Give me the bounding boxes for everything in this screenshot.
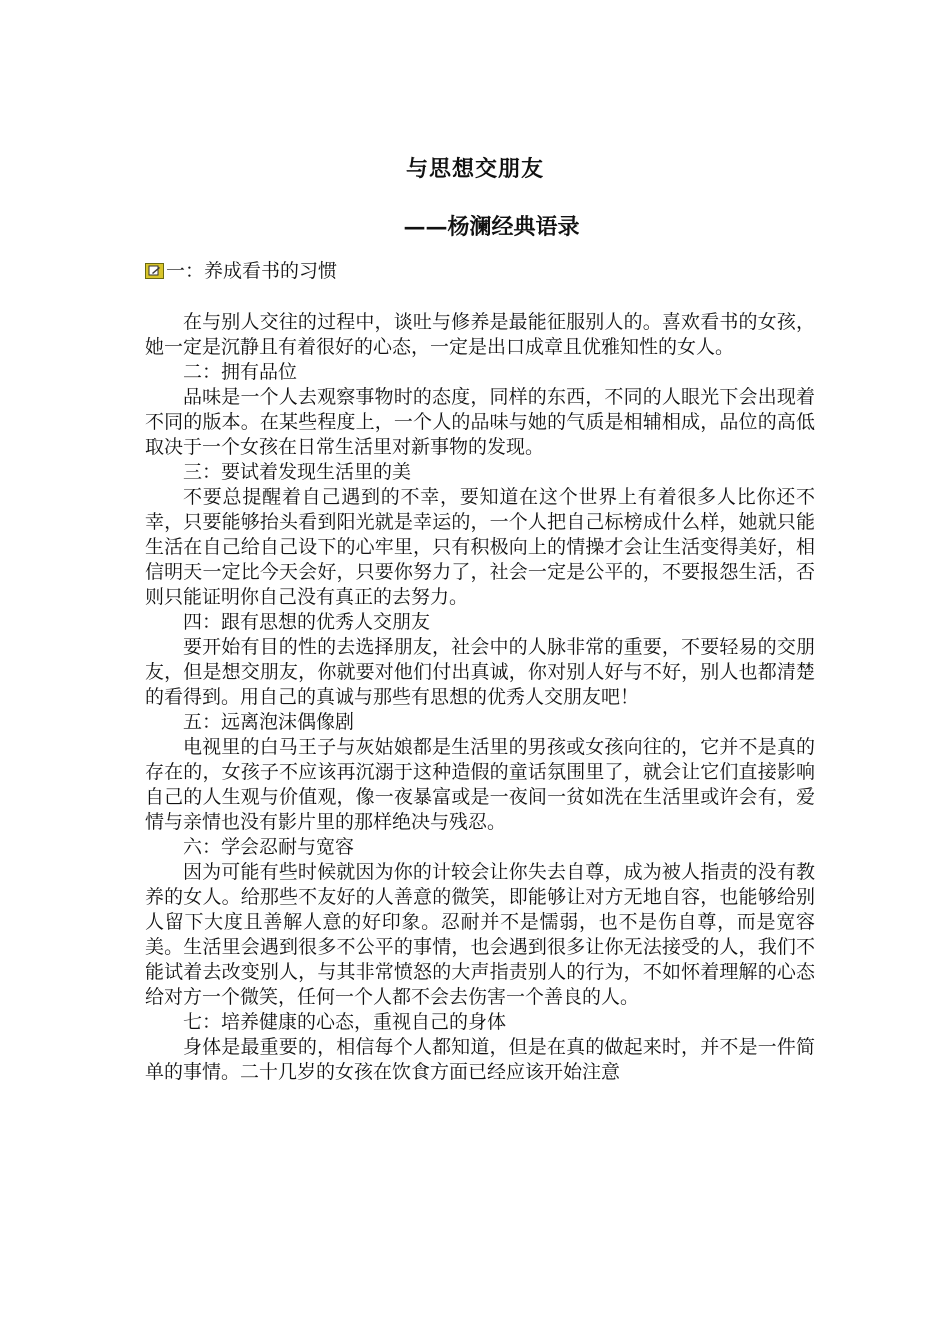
body-paragraph: 电视里的白马王子与灰姑娘都是生活里的男孩或女孩向往的，它并不是真的存在的，女孩子不应该再沉溺于这种造假的童话氛围里了，就会让它们直接影响自己的人生观与价值观，像一夜暴富或是一夜间一贫如洗在生活里或许会有，爱情与亲情也没有影片里的那样绝决与残忍。	[145, 736, 815, 833]
document-body	[145, 310, 815, 1085]
section-heading: 五：远离泡沫偶像剧	[183, 711, 355, 733]
section-heading: 七：培养健康的心态，重视自己的身体	[183, 1011, 507, 1033]
body-paragraph: 要开始有目的性的去选择朋友，社会中的人脉非常的重要，不要轻易的交朋友，但是想交朋友，你就要对他们付出真诚，你对别人好与不好，别人也都清楚的看得到。用自己的真诚与那些有思想的优秀人交朋友吧！	[145, 636, 815, 708]
body-paragraph: 品味是一个人去观察事物时的态度，同样的东西，不同的人眼光下会出现着不同的版本。在某些程度上，一个人的品味与她的气质是相辅相成，品位的高低取决于一个女孩在日常生活里对新事物的发现。	[145, 386, 815, 458]
body-paragraph: 因为可能有些时候就因为你的计较会让你失去自尊，成为被人指责的没有教养的女人。给那些不友好的人善意的微笑，即能够让对方无地自容，也能够给别人留下大度且善解人意的好印象。忍耐并不是懦弱，也不是伤自尊，而是宽容美。生活里会遇到很多不公平的事情，也会遇到很多让你无法接受的人，我们不能试着去改变别人，与其非常愤怒的大声指责别人的行为，不如怀着理解的心态给对方一个微笑，任何一个人都不会去伤害一个善良的人。	[145, 861, 815, 1008]
document-title: 与思想交朋友	[405, 156, 544, 182]
section-heading: 四：跟有思想的优秀人交朋友	[183, 611, 431, 633]
section-heading: 三：要试着发现生活里的美	[183, 461, 412, 483]
section-heading-1-text: 一：养成看书的习惯	[166, 260, 338, 282]
document-subtitle: ——杨澜经典语录	[403, 214, 580, 240]
body-paragraph: 不要总提醒着自己遇到的不幸，要知道在这个世界上有着很多人比你还不幸，只要能够抬头看到阳光就是幸运的，一个人把自己标榜成什么样，她就只能生活在自己给自己设下的心牢里，只有积极向上的情操才会让生活变得美好，相信明天一定比今天会好，只要你努力了，社会一定是公平的，不要报怨生活，否则只能证明你自己没有真正的去努力。	[145, 486, 815, 608]
body-paragraph: 在与别人交往的过程中，谈吐与修养是最能征服别人的。喜欢看书的女孩，她一定是沉静且有着很好的心态，一定是出口成章且优雅知性的女人。	[145, 311, 815, 358]
bookmark-note-icon	[145, 263, 164, 279]
section-heading-1	[145, 258, 337, 284]
section-heading: 六：学会忍耐与宽容	[183, 836, 355, 858]
section-heading: 二：拥有品位	[183, 361, 298, 383]
body-paragraph: 身体是最重要的，相信每个人都知道，但是在真的做起来时，并不是一件简单的事情。二十几岁的女孩在饮食方面已经应该开始注意	[145, 1036, 815, 1083]
